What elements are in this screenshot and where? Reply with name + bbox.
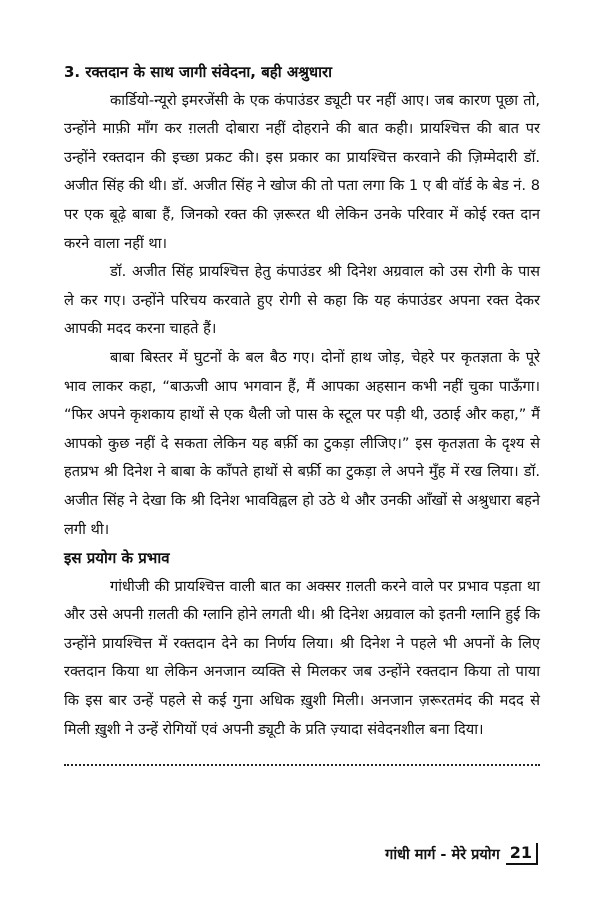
paragraph: डॉ. अजीत सिंह प्रायश्चित्त हेतु कंपाउंडर श्री दिनेश अग्रवाल को उस रोगी के पास ले कर गए। उन्होंने परिचय करवाते हुए रोगी से कहा कि यह कंपाउंडर अपना रक्त देकर आपकी मदद करना चाहते हैं। bbox=[64, 263, 540, 338]
paragraph: बाबा बिस्तर में घुटनों के बल बैठ गए। दोनों हाथ जोड़, चेहरे पर कृतज्ञता के पूरे भाव लाकर कहा, “बाऊजी आप भगवान हैं, मैं आपका अहसान कभी नहीं चुका पाऊँगा। “फिर अपने कृशकाय हाथों से एक थैली जो पास के स्टूल पर पड़ी थी, उठाई और कहा,” मैं आपको कुछ नहीं दे सकता लेकिन यह बर्फ़ी का टुकड़ा लीजिए।” इस कृतज्ञता के दृश्य से हतप्रभ श्री दिनेश ने बाबा के काँपते हाथों से बर्फ़ी का टुकड़ा ले अपने मुँह में रख लिया। डॉ. अजीत सिंह ने देखा कि श्री दिनेश भावविह्वल हो उठे थे और उनकी आँखों से अश्रुधारा बहने लगी थी। bbox=[64, 348, 540, 538]
paragraph: गांधीजी की प्रायश्चित्त वाली बात का अक्सर ग़लती करने वाले पर प्रभाव पड़ता था और उसे अपनी ग़लती की ग्लानि होने लगती थी। श्री दिनेश अग्रवाल को इतनी ग्लानि हुई कि उन्होंने प्रायश्चित्त में रक्तदान देने का निर्णय लिया। श्री दिनेश ने पहले भी अपनों के लिए रक्तदान किया था लेकिन अनजान व्यक्ति से मिलकर जब उन्होंने रक्तदान किया तो पाया कि इस बार उन्हें पहले से कई गुना अधिक ख़ुशी मिली। अनजान ज़रूरतमंद की मदद से मिली ख़ुशी ने उन्हें रोगियों एवं अपनी ड्यूटी के प्रति ज़्यादा संवेदनशील बना दिया। bbox=[64, 577, 540, 738]
dotted-divider bbox=[64, 764, 540, 766]
page-footer bbox=[385, 843, 538, 865]
section-heading-effects: इस प्रयोग के प्रभाव bbox=[64, 549, 170, 568]
page-number: 21 bbox=[506, 843, 538, 865]
page-content bbox=[64, 58, 540, 744]
section-heading-blood-donation: 3. रक्तदान के साथ जागी संवेदना, बही अश्रुधारा bbox=[64, 63, 333, 81]
paragraph: कार्डियो-न्यूरो इमरजेंसी के एक कंपाउंडर ड्यूटी पर नहीं आए। जब कारण पूछा तो, उन्होंने माफ़ी माँग कर ग़लती दोबारा नहीं दोहराने की बात कही। प्रायश्चित्त की बात पर उन्होंने रक्तदान की इच्छा प्रकट की। इस प्रकार का प्रायश्चित्त करवाने की ज़िम्मेदारी डॉ. अजीत सिंह की थी। डॉ. अजीत सिंह ने खोज की तो पता लगा कि 1 ए बी वॉर्ड के बेड नं. 8 पर एक बूढ़े बाबा हैं, जिनको रक्त की ज़रूरत थी लेकिन उनके परिवार में कोई रक्त दान करने वाला नहीं था। bbox=[64, 91, 540, 252]
book-title: गांधी मार्ग - मेरे प्रयोग bbox=[385, 847, 500, 863]
